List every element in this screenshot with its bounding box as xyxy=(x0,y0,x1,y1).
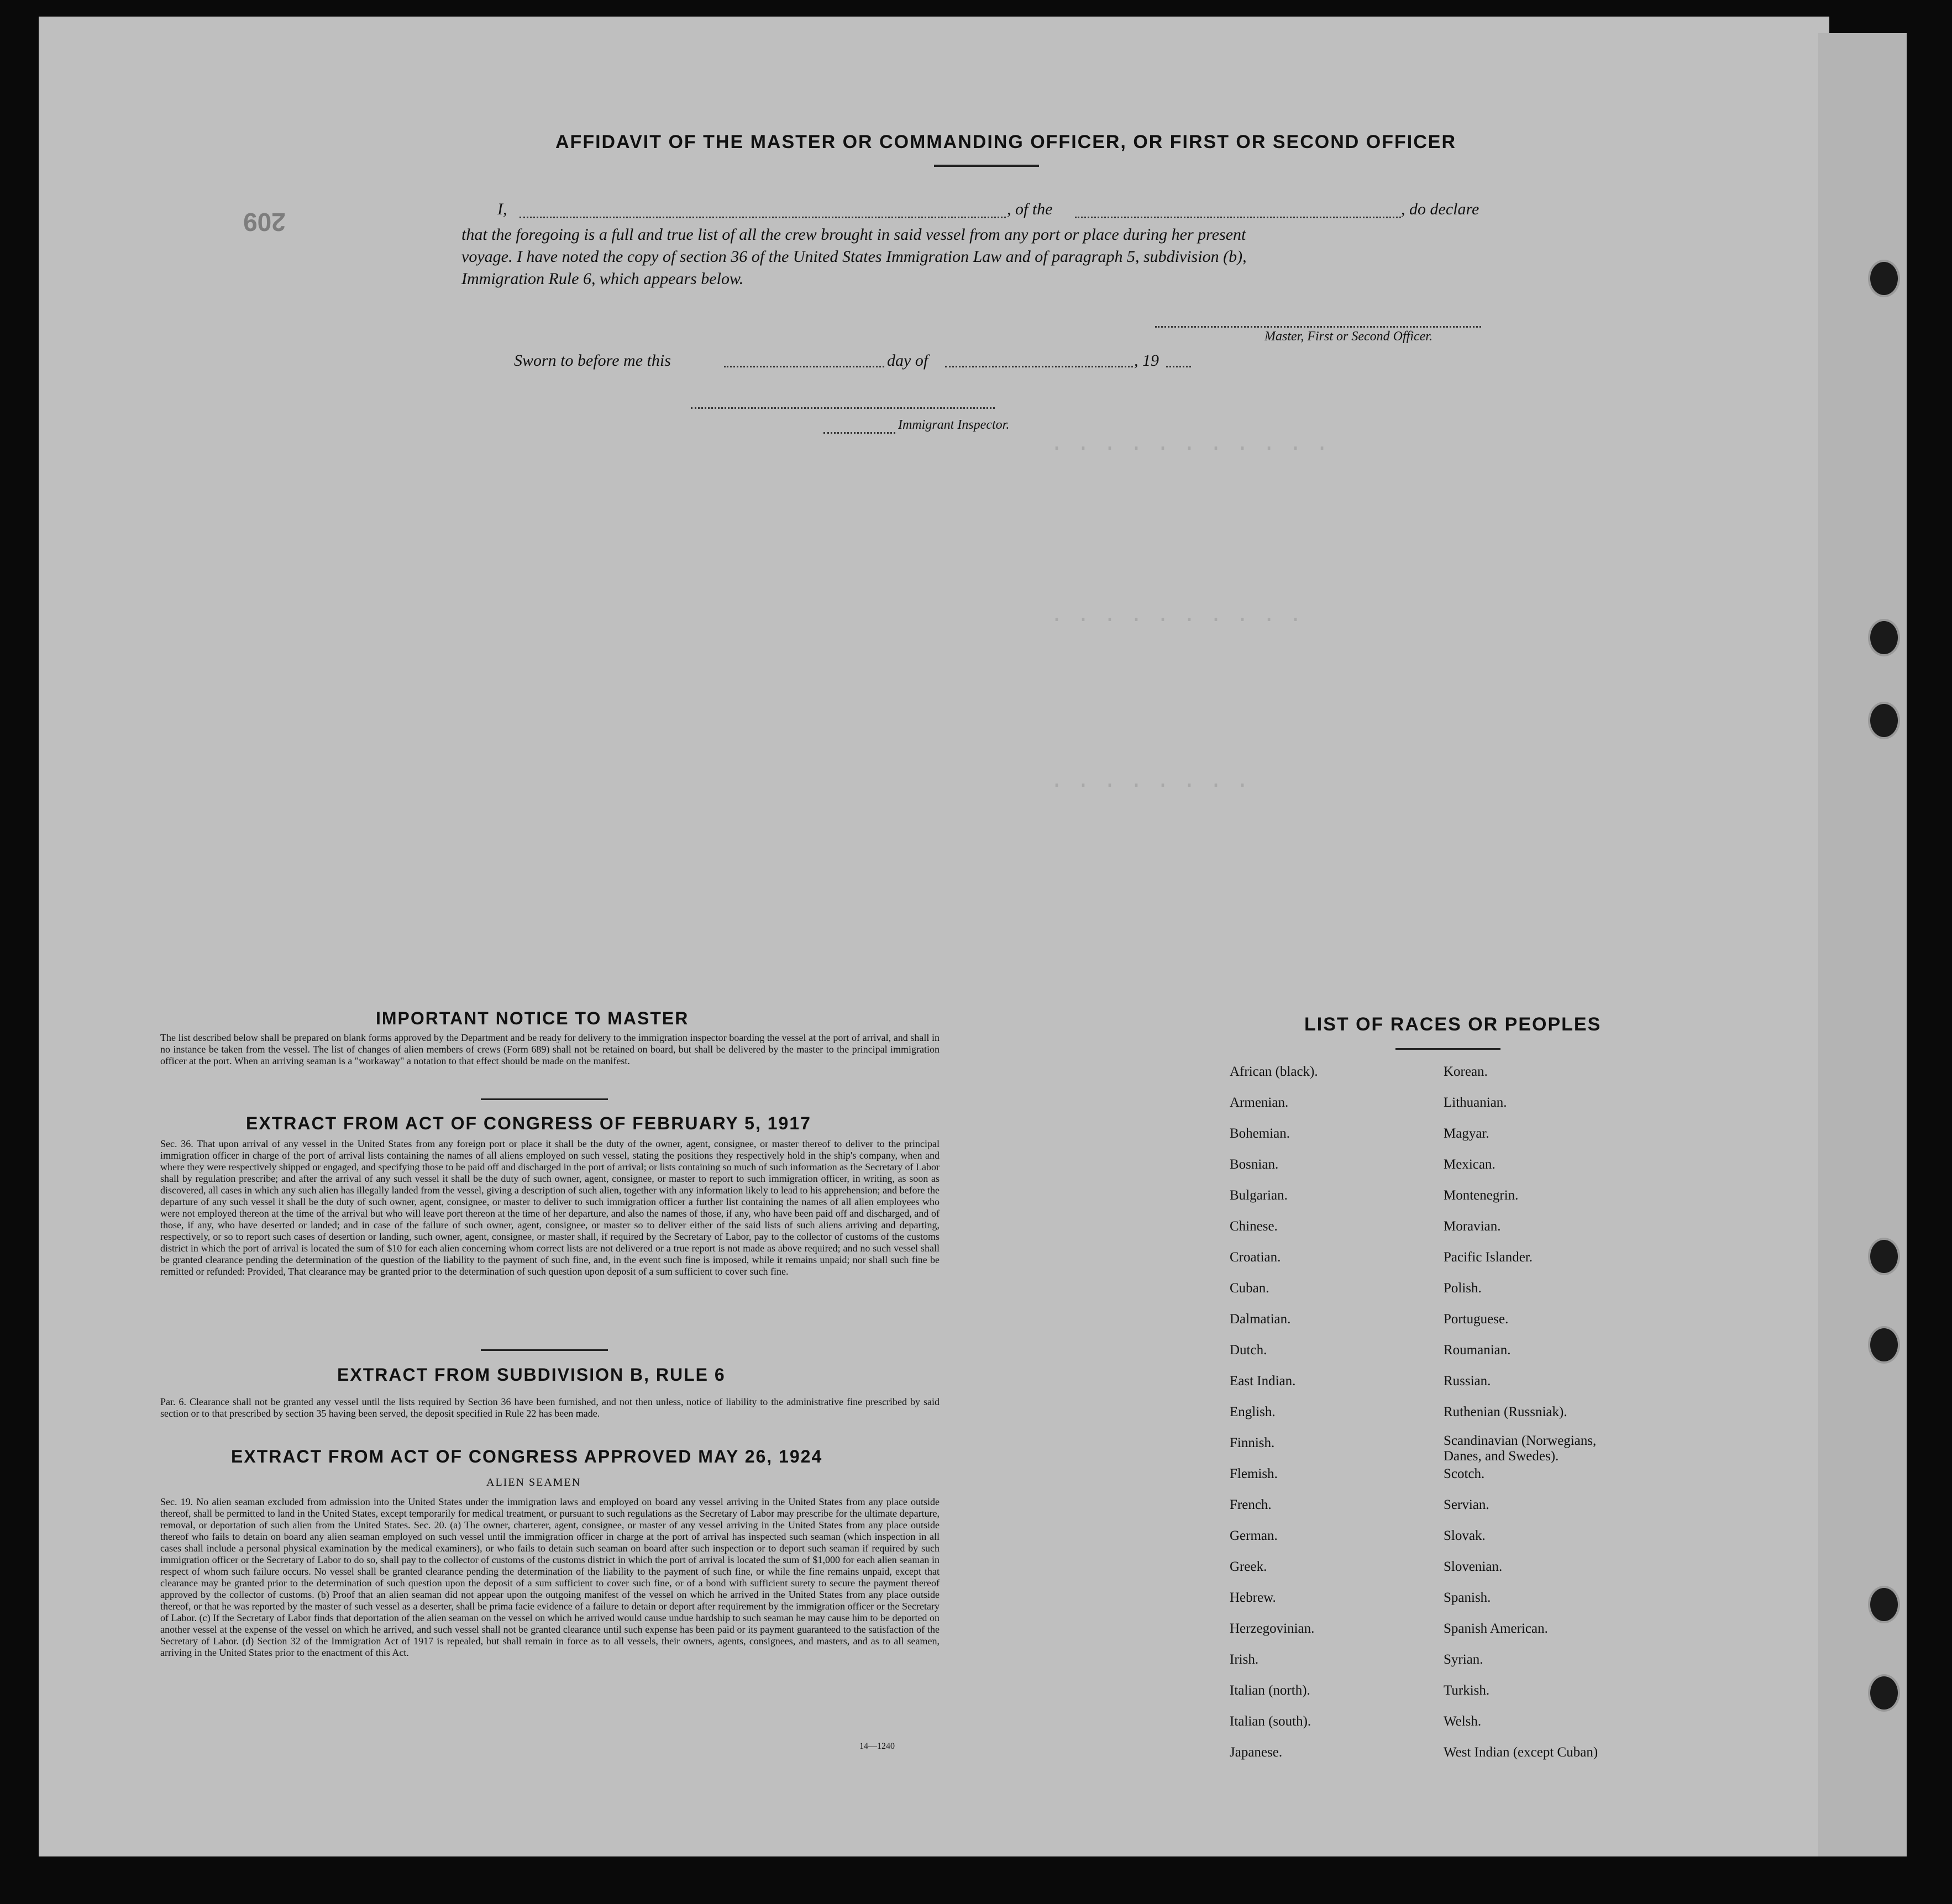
extract-1917-text: Sec. 36. That upon arrival of any vessel in the United States from any foreign port or place it shall be the duty of the owner, agent, consignee, or master thereof to deliver to the principal immigration officer in charge of the port of arrival lists containing the names of all aliens employed on such vessel, stating the positions they respectively hold in the ship's company, when and where they were respectively shipped or engaged, and specifying those to be paid off and discharged in the port of arrival; or lists containing so much of such information as the Secretary of Labor shall by regulation prescribe; and after the arrival of any such vessel it shall be the duty of such owner, agent, consignee, or master to report to such immigration officer, in writing, as soon as discovered, all cases in which any such alien has illegally landed from the vessel, giving a description of such alien, together with any information likely to lead to his apprehension; and before the departure of any such vessel it shall be the duty of such owner, agent, consignee, or master to deliver to such immigration officer a further list containing the names of all alien employees who were not employed thereon at the time of the arrival but who will leave port thereon at the time of her departure, and also the names of those, if any, who have been paid off and discharged, and of those, if any, who have deserted or landed; and in case of the failure of such owner, agent, consignee, or master so to deliver either of the said lists of such aliens arriving and departing, respectively, or so to report such cases of desertion or landing, such owner, agent, consignee, or master shall, if required by the Secretary of Labor, pay to the collector of customs of the customs district in which the port of arrival is located the sum of $10 for each alien concerning whom correct lists are not delivered or a true report is not made as above required; and no such vessel shall be granted clearance pending the determination of the question of the liability to the payment of such fine, and, in the event such fine is imposed, while it remains unpaid; nor shall such fine be remitted or refunded: Provided, That clearance may be granted prior to the determination of such question upon deposit of a sum sufficient to cover such fine. xyxy=(160,1138,940,1277)
notice-text: The list described below shall be prepared on blank forms approved by the Department and be ready for delivery to the immigration inspector boarding the vessel at the port of arrival, and shall in no instance be taken from the vessel. The list of changes of alien members of crews (Form 689) shall not be retained on board, but shall be delivered by the master to the principal immigration officer at the port. When an arriving seaman is a "workaway" a notation to that effect should be made on the manifest. xyxy=(160,1032,940,1066)
race-item: Irish. xyxy=(1230,1652,1259,1667)
year-line xyxy=(1166,365,1191,367)
race-item: Moravian. xyxy=(1444,1219,1501,1234)
race-item: Slovak. xyxy=(1444,1528,1486,1543)
declaration-line-2: voyage. I have noted the copy of section 36 of the United States Immigration Law and of paragraph 5, subdivision (b), xyxy=(461,248,1247,266)
race-item: Italian (south). xyxy=(1230,1714,1311,1729)
race-item: Finnish. xyxy=(1230,1435,1275,1450)
inspector-label: Immigrant Inspector. xyxy=(898,418,1010,432)
race-item: German. xyxy=(1230,1528,1278,1543)
year-label: , 19 xyxy=(1134,351,1159,370)
race-item: Scotch. xyxy=(1444,1466,1485,1481)
master-signature-line xyxy=(1155,325,1481,328)
bleed-through-text: · · · · · · · · · · · xyxy=(1050,436,1329,461)
month-line xyxy=(945,365,1133,367)
race-item: French. xyxy=(1230,1497,1272,1512)
race-item: Portuguese. xyxy=(1444,1312,1509,1327)
race-item: Turkish. xyxy=(1444,1683,1490,1698)
race-item: Slovenian. xyxy=(1444,1559,1503,1574)
race-item: East Indian. xyxy=(1230,1374,1296,1388)
master-signature-label: Master, First or Second Officer. xyxy=(1264,329,1432,344)
divider xyxy=(481,1349,608,1351)
extract-1924-text: Sec. 19. No alien seaman excluded from admission into the United States under the immigration laws and employed on board any vessel arriving in the United States from any place outside thereof, shall be permitted to land in the United States, except temporarily for medical treatment, or pursuant to such regulations as the Secretary of Labor may prescribe for the ultimate departure, removal, or deportation of such alien from the United States. Sec. 20. (a) The owner, charterer, agent, consignee, or master of any vessel arriving in the United States from any place outside thereof who fails to detain on board any alien seaman employed on such vessel until the immigration officer in charge at the port of arrival has inspected such seaman (which inspection in all cases shall include a personal physical examination by the medical examiners), or who fails to detain such seaman on board after such inspection or to deport such seaman if required by such immigration officer or the Secretary of Labor to do so, shall pay to the collector of customs of the customs district in which the port of arrival is located the sum of $1,000 for each alien seaman in respect of whom such failure occurs. No vessel shall be granted clearance pending the determination of the liability to the payment of such fine, or while the fine remains unpaid, except that clearance may be granted prior to the determination of such question upon the deposit of a sum sufficient to cover such fine, or of a bond with sufficient surety to secure the payment thereof approved by the collector of customs. (b) Proof that an alien seaman did not appear upon the outgoing manifest of the vessel on which he arrived in the United States from any place outside thereof, or that he was reported by the master of such vessel as a deserter, shall be prima facie evidence of a failure to detain or deport after requirement by the immigration officer or the Secretary of Labor. (c) If the Secretary of Labor finds that deportation of the alien seaman on the vessel on which he arrived would cause undue hardship to such seaman he may cause him to be deported on another vessel at the expense of the vessel on which he arrived, and such vessel shall not be granted clearance until such expense has been paid or its payment guaranteed to the satisfaction of the Secretary of Labor. (d) Section 32 of the Immigration Act of 1917 is repealed, but shall remain in force as to all vessels, their owners, agents, consignees, and masters, and as to all seamen, arriving in the United States prior to the enactment of this Act. xyxy=(160,1496,940,1658)
punch-hole xyxy=(1868,1326,1900,1364)
race-item: Korean. xyxy=(1444,1064,1488,1079)
race-item: English. xyxy=(1230,1405,1276,1419)
sworn-label: Sworn to before me this xyxy=(514,351,671,370)
race-item: Italian (north). xyxy=(1230,1683,1310,1698)
punch-hole xyxy=(1868,260,1900,297)
vessel-name-line xyxy=(1075,215,1401,218)
divider xyxy=(481,1098,608,1100)
day-of-label: day of xyxy=(887,351,928,370)
of-the-label: , of the xyxy=(1007,200,1053,218)
race-item: Ruthenian (Russniak). xyxy=(1444,1405,1567,1419)
race-item: Scandinavian (Norwegians, Danes, and Swedes). xyxy=(1444,1433,1597,1464)
race-item: Spanish. xyxy=(1444,1590,1491,1605)
form-number: 14—1240 xyxy=(859,1742,895,1751)
bleed-through-text: · · · · · · · · xyxy=(1050,774,1250,798)
race-item: Magyar. xyxy=(1444,1126,1489,1141)
race-item: Herzegovinian. xyxy=(1230,1621,1315,1636)
extract-1917-title: EXTRACT FROM ACT OF CONGRESS OF FEBRUARY 5, 1917 xyxy=(246,1113,811,1133)
race-item: Lithuanian. xyxy=(1444,1095,1507,1110)
divider xyxy=(934,165,1039,167)
bleed-through-text: · · · · · · · · · · xyxy=(1050,608,1303,633)
race-item: Syrian. xyxy=(1444,1652,1483,1667)
race-item: Armenian. xyxy=(1230,1095,1289,1110)
race-item: Croatian. xyxy=(1230,1250,1281,1265)
declaration-line-1: that the foregoing is a full and true list of all the crew brought in said vessel from any port or place during her present xyxy=(461,225,1246,244)
stamped-page-number: 209 xyxy=(243,208,286,236)
race-item: Mexican. xyxy=(1444,1157,1496,1172)
race-item: Greek. xyxy=(1230,1559,1267,1574)
punch-hole xyxy=(1868,702,1900,739)
race-item: Welsh. xyxy=(1444,1714,1482,1729)
inspector-leader-line xyxy=(823,431,895,434)
race-item: Roumanian. xyxy=(1444,1343,1511,1358)
declarant-prefix: I, xyxy=(497,200,507,218)
inspector-signature-line xyxy=(691,406,995,409)
extract-1924-title: EXTRACT FROM ACT OF CONGRESS APPROVED MAY 26, 1924 xyxy=(231,1447,823,1466)
race-item: Polish. xyxy=(1444,1281,1482,1296)
extract-rule6-text: Par. 6. Clearance shall not be granted any vessel until the lists required by Section 36 have been furnished, and not then unless, notice of liability to the administrative fine prescribed by said section or to that prescribed by section 35 having been served, the deposit specified in Rule 22 has been made. xyxy=(160,1396,940,1419)
day-line xyxy=(724,365,884,367)
punch-hole xyxy=(1868,619,1900,656)
extract-1924-subtitle: ALIEN SEAMEN xyxy=(486,1476,581,1489)
race-item: Chinese. xyxy=(1230,1219,1278,1234)
declarant-name-line xyxy=(520,215,1006,218)
race-item: Bohemian. xyxy=(1230,1126,1290,1141)
race-item: Bosnian. xyxy=(1230,1157,1279,1172)
declaration-line-3: Immigration Rule 6, which appears below. xyxy=(461,270,744,288)
race-item: Dalmatian. xyxy=(1230,1312,1291,1327)
race-item: African (black). xyxy=(1230,1064,1318,1079)
race-item: Hebrew. xyxy=(1230,1590,1276,1605)
punch-hole xyxy=(1868,1674,1900,1712)
race-item: Russian. xyxy=(1444,1374,1491,1388)
do-declare-label: , do declare xyxy=(1401,200,1479,218)
race-item: Pacific Islander. xyxy=(1444,1250,1533,1265)
extract-rule6-title: EXTRACT FROM SUBDIVISION B, RULE 6 xyxy=(337,1365,726,1385)
race-item: Dutch. xyxy=(1230,1343,1267,1358)
races-list-title: LIST OF RACES OR PEOPLES xyxy=(1304,1014,1602,1035)
divider xyxy=(1395,1048,1500,1050)
punch-hole xyxy=(1868,1586,1900,1623)
race-item: Cuban. xyxy=(1230,1281,1269,1296)
paper-tab-edge xyxy=(1818,33,1907,1856)
race-item: Montenegrin. xyxy=(1444,1188,1519,1203)
race-item: Japanese. xyxy=(1230,1745,1283,1760)
race-item: Spanish American. xyxy=(1444,1621,1548,1636)
race-item: West Indian (except Cuban) xyxy=(1444,1745,1598,1760)
race-item: Flemish. xyxy=(1230,1466,1278,1481)
notice-title: IMPORTANT NOTICE TO MASTER xyxy=(376,1008,689,1028)
affidavit-title: AFFIDAVIT OF THE MASTER OR COMMANDING OFFICER, OR FIRST OR SECOND OFFICER xyxy=(555,132,1456,152)
punch-hole xyxy=(1868,1238,1900,1275)
race-item: Servian. xyxy=(1444,1497,1489,1512)
race-item: Bulgarian. xyxy=(1230,1188,1288,1203)
